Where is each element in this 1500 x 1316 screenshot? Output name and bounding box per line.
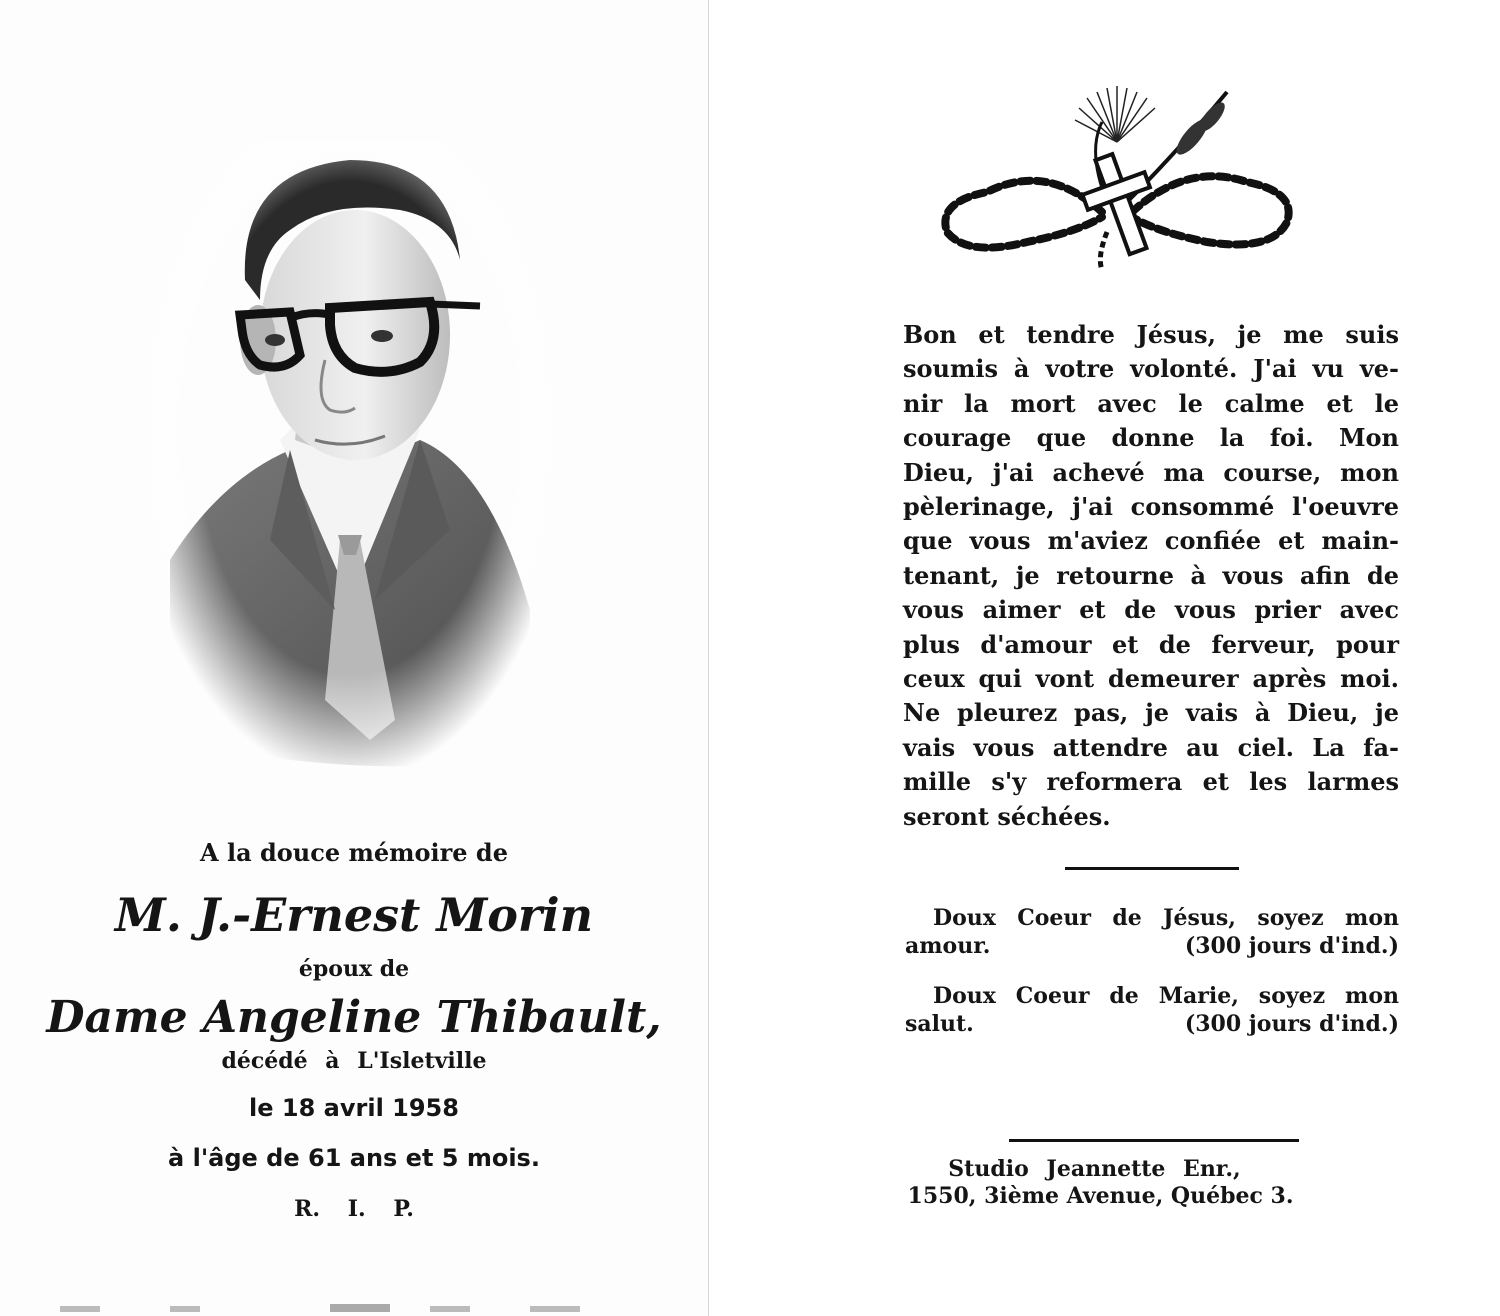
indulgence-note: (300 jours d'ind.) xyxy=(1184,933,1399,959)
invocation-line: Doux Coeur de Marie, soyez mon xyxy=(933,983,1399,1009)
invocation-heart-of-mary xyxy=(905,982,1399,1038)
spouse-name: Dame Angeline Thibault, xyxy=(46,992,662,1043)
deceased-name: M. J.-Ernest Morin xyxy=(114,888,594,942)
death-place: décédé à L'Isletville xyxy=(221,1048,487,1074)
prayer-line: plus d'amour et de ferveur, pour xyxy=(903,629,1399,659)
printer-address: 1550, 3ième Avenue, Québec 3. xyxy=(907,1183,1294,1209)
prayer-line: seront séchées. xyxy=(903,801,1111,831)
prayer-line: mille s'y reformera et les larmes xyxy=(903,767,1399,797)
indulgence-note: (300 jours d'ind.) xyxy=(1184,1011,1399,1037)
prayer-line: que vous m'aviez confiée et main- xyxy=(903,526,1399,556)
prayer-line: vais vous attendre au ciel. La fa- xyxy=(903,732,1399,762)
prayer-line: courage que donne la foi. Mon xyxy=(903,423,1399,453)
portrait-photo xyxy=(150,140,550,780)
rosary-cross-wheat-icon xyxy=(927,82,1307,272)
divider-rule xyxy=(1009,1139,1299,1142)
rip-closing: R. I. P. xyxy=(294,1196,414,1222)
prayer-line: tenant, je retourne à vous afin de xyxy=(903,560,1399,590)
prayer-text xyxy=(903,318,1399,834)
invocation-sacred-heart xyxy=(905,904,1399,960)
prayer-line: Ne pleurez pas, je vais à Dieu, je xyxy=(903,698,1399,728)
age-at-death: à l'âge de 61 ans et 5 mois. xyxy=(168,1144,540,1172)
divider-rule xyxy=(1065,867,1239,870)
invocation-end: salut. xyxy=(905,1011,974,1037)
prayer-line: Bon et tendre Jésus, je me suis xyxy=(903,320,1399,349)
prayer-line: soumis à votre volonté. J'ai vu ve- xyxy=(903,354,1399,384)
prayer-line: nir la mort avec le calme et le xyxy=(903,388,1399,418)
dedication-text: A la douce mémoire de xyxy=(200,838,508,867)
torn-edge-marks xyxy=(0,1296,708,1316)
death-date: le 18 avril 1958 xyxy=(249,1094,459,1122)
invocation-line: Doux Coeur de Jésus, soyez mon xyxy=(933,905,1399,931)
prayer-line: vous aimer et de vous prier avec xyxy=(903,595,1399,625)
invocation-end: amour. xyxy=(905,933,991,959)
printer-name: Studio Jeannette Enr., xyxy=(948,1156,1241,1182)
prayer-line: pèlerinage, j'ai consommé l'oeuvre xyxy=(903,492,1399,522)
prayer-line: Dieu, j'ai achevé ma course, mon xyxy=(903,457,1399,487)
relation-text: époux de xyxy=(298,956,410,982)
memorial-card-front xyxy=(0,0,709,1316)
memorial-card-back xyxy=(709,0,1500,1316)
prayer-line: ceux qui vont demeurer après moi. xyxy=(903,664,1399,694)
